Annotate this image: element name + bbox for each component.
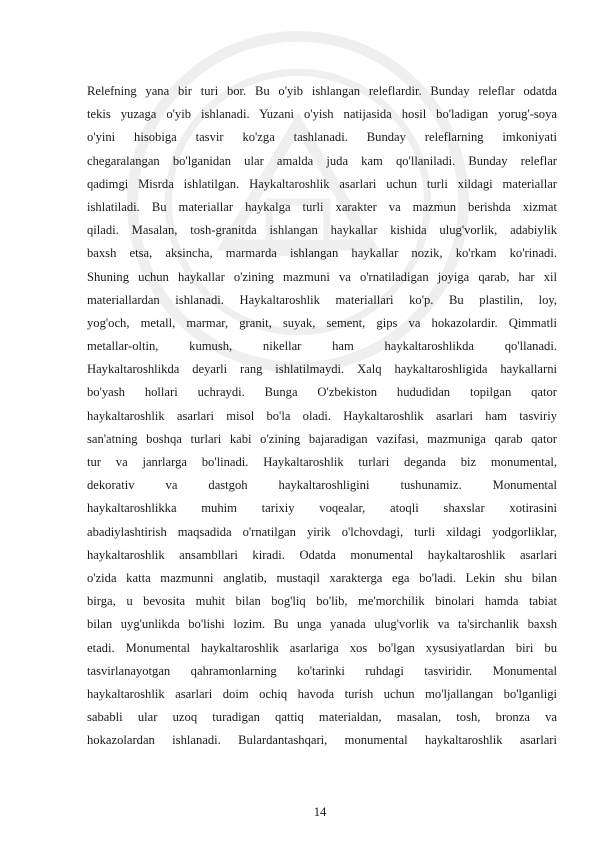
- text-line: Relefning yana bir turi bor. Bu o'yib ishlangan releflardir. Bunday releflar odatda: [87, 84, 557, 98]
- text-line: metallar-oltin, kumush, nikellar ham haykaltaroshlikda qo'llanadi.: [87, 339, 557, 354]
- text-line: o'zida katta mazmunni anglatib, mustaqil xarakterga ega bo'ladi. Lekin shu bilan: [87, 570, 557, 585]
- text-line: bo'yash hollari uchraydi. Bunga O'zbekiston hududidan topilgan qator: [87, 385, 557, 400]
- text-line: haykaltaroshlik ansambllari kiradi. Odatda monumental haykaltaroshlik asarlari: [87, 547, 557, 562]
- text-line: haykaltaroshlik asarlari doim ochiq havoda turish uchun mo'ljallangan bo'lganligi: [87, 686, 557, 701]
- text-line: Haykaltaroshlikda deyarli rang ishlatilmaydi. Xalq haykaltaroshligida haykallarni: [87, 362, 557, 377]
- text-line: haykaltaroshlikka muhim tarixiy voqealar, atoqli shaxslar xotirasini: [87, 501, 557, 516]
- text-line: tasvirlanayotgan qahramonlarning ko'tarinki ruhdagi tasviridir. Monumental: [87, 663, 557, 678]
- text-line: tur va janrlarga bo'linadi. Haykaltaroshlik turlari deganda biz monumental,: [87, 455, 557, 469]
- text-line: san'atning boshqa turlari kabi o'zining bajaradigan vazifasi, mazmuniga qarab qator: [87, 431, 557, 446]
- page-number: 14: [313, 805, 327, 819]
- document-body: [87, 80, 557, 752]
- text-line: baxsh etsa, aksincha, marmarda ishlangan haykallar nozik, ko'rkam ko'rinadi.: [87, 246, 557, 261]
- text-line: chegaralangan bo'lganidan ular amalda juda kam qo'llaniladi. Bunday releflar: [87, 153, 557, 168]
- text-line: qiladi. Masalan, tosh-granitda ishlangan haykallar kishida ulug'vorlik, adabiylik: [87, 223, 557, 238]
- text-line: dekorativ va dastgoh haykaltaroshligini tushunamiz. Monumental: [87, 478, 557, 493]
- text-line: tekis yuzaga o'yib ishlanadi. Yuzani o'yish natijasida hosil bo'ladigan yorug'-soya: [87, 107, 557, 122]
- text-line: birga, u bevosita muhit bilan bog'liq bo'lib, me'morchilik binolari hamda tabiat: [87, 594, 557, 609]
- text-line: abadiylashtirish maqsadida o'rnatilgan yirik o'lchovdagi, turli xildagi yodgorliklar,: [87, 524, 557, 539]
- text-line: Shuning uchun haykallar o'zining mazmuni va o'rnatiladigan joyiga qarab, har xil: [87, 269, 557, 284]
- text-line: hokazolardan ishlanadi. Bulardantashqari, monumental haykaltaroshlik asarlari: [87, 733, 557, 748]
- text-line: haykaltaroshlik asarlari misol bo'la oladi. Haykaltaroshlik asarlari ham tasviriy: [87, 408, 557, 423]
- text-line: qadimgi Misrda ishlatilgan. Haykaltaroshlik asarlari uchun turli xildagi materiallar: [87, 176, 557, 191]
- text-line: materiallardan ishlanadi. Haykaltaroshlik materiallari ko'p. Bu plastilin, loy,: [87, 292, 557, 307]
- text-line: ishlatiladi. Bu materiallar haykalga turli xarakter va mazmun berishda xizmat: [87, 199, 557, 214]
- text-line: yog'och, metall, marmar, granit, suyak, sement, gips va hokazolardir. Qimmatli: [87, 315, 557, 330]
- text-line: sababli ular uzoq turadigan qattiq materialdan, masalan, tosh, bronza va: [87, 710, 557, 725]
- text-line: bilan uyg'unlikda bo'lishi lozim. Bu unga yanada ulug'vorlik va ta'sirchanlik baxsh: [87, 617, 557, 632]
- text-line: o'yini hisobiga tasvir ko'zga tashlanadi. Bunday releflarning imkoniyati: [87, 130, 557, 145]
- text-line: etadi. Monumental haykaltaroshlik asarlariga xos bo'lgan xysusiyatlardan biri bu: [87, 640, 557, 655]
